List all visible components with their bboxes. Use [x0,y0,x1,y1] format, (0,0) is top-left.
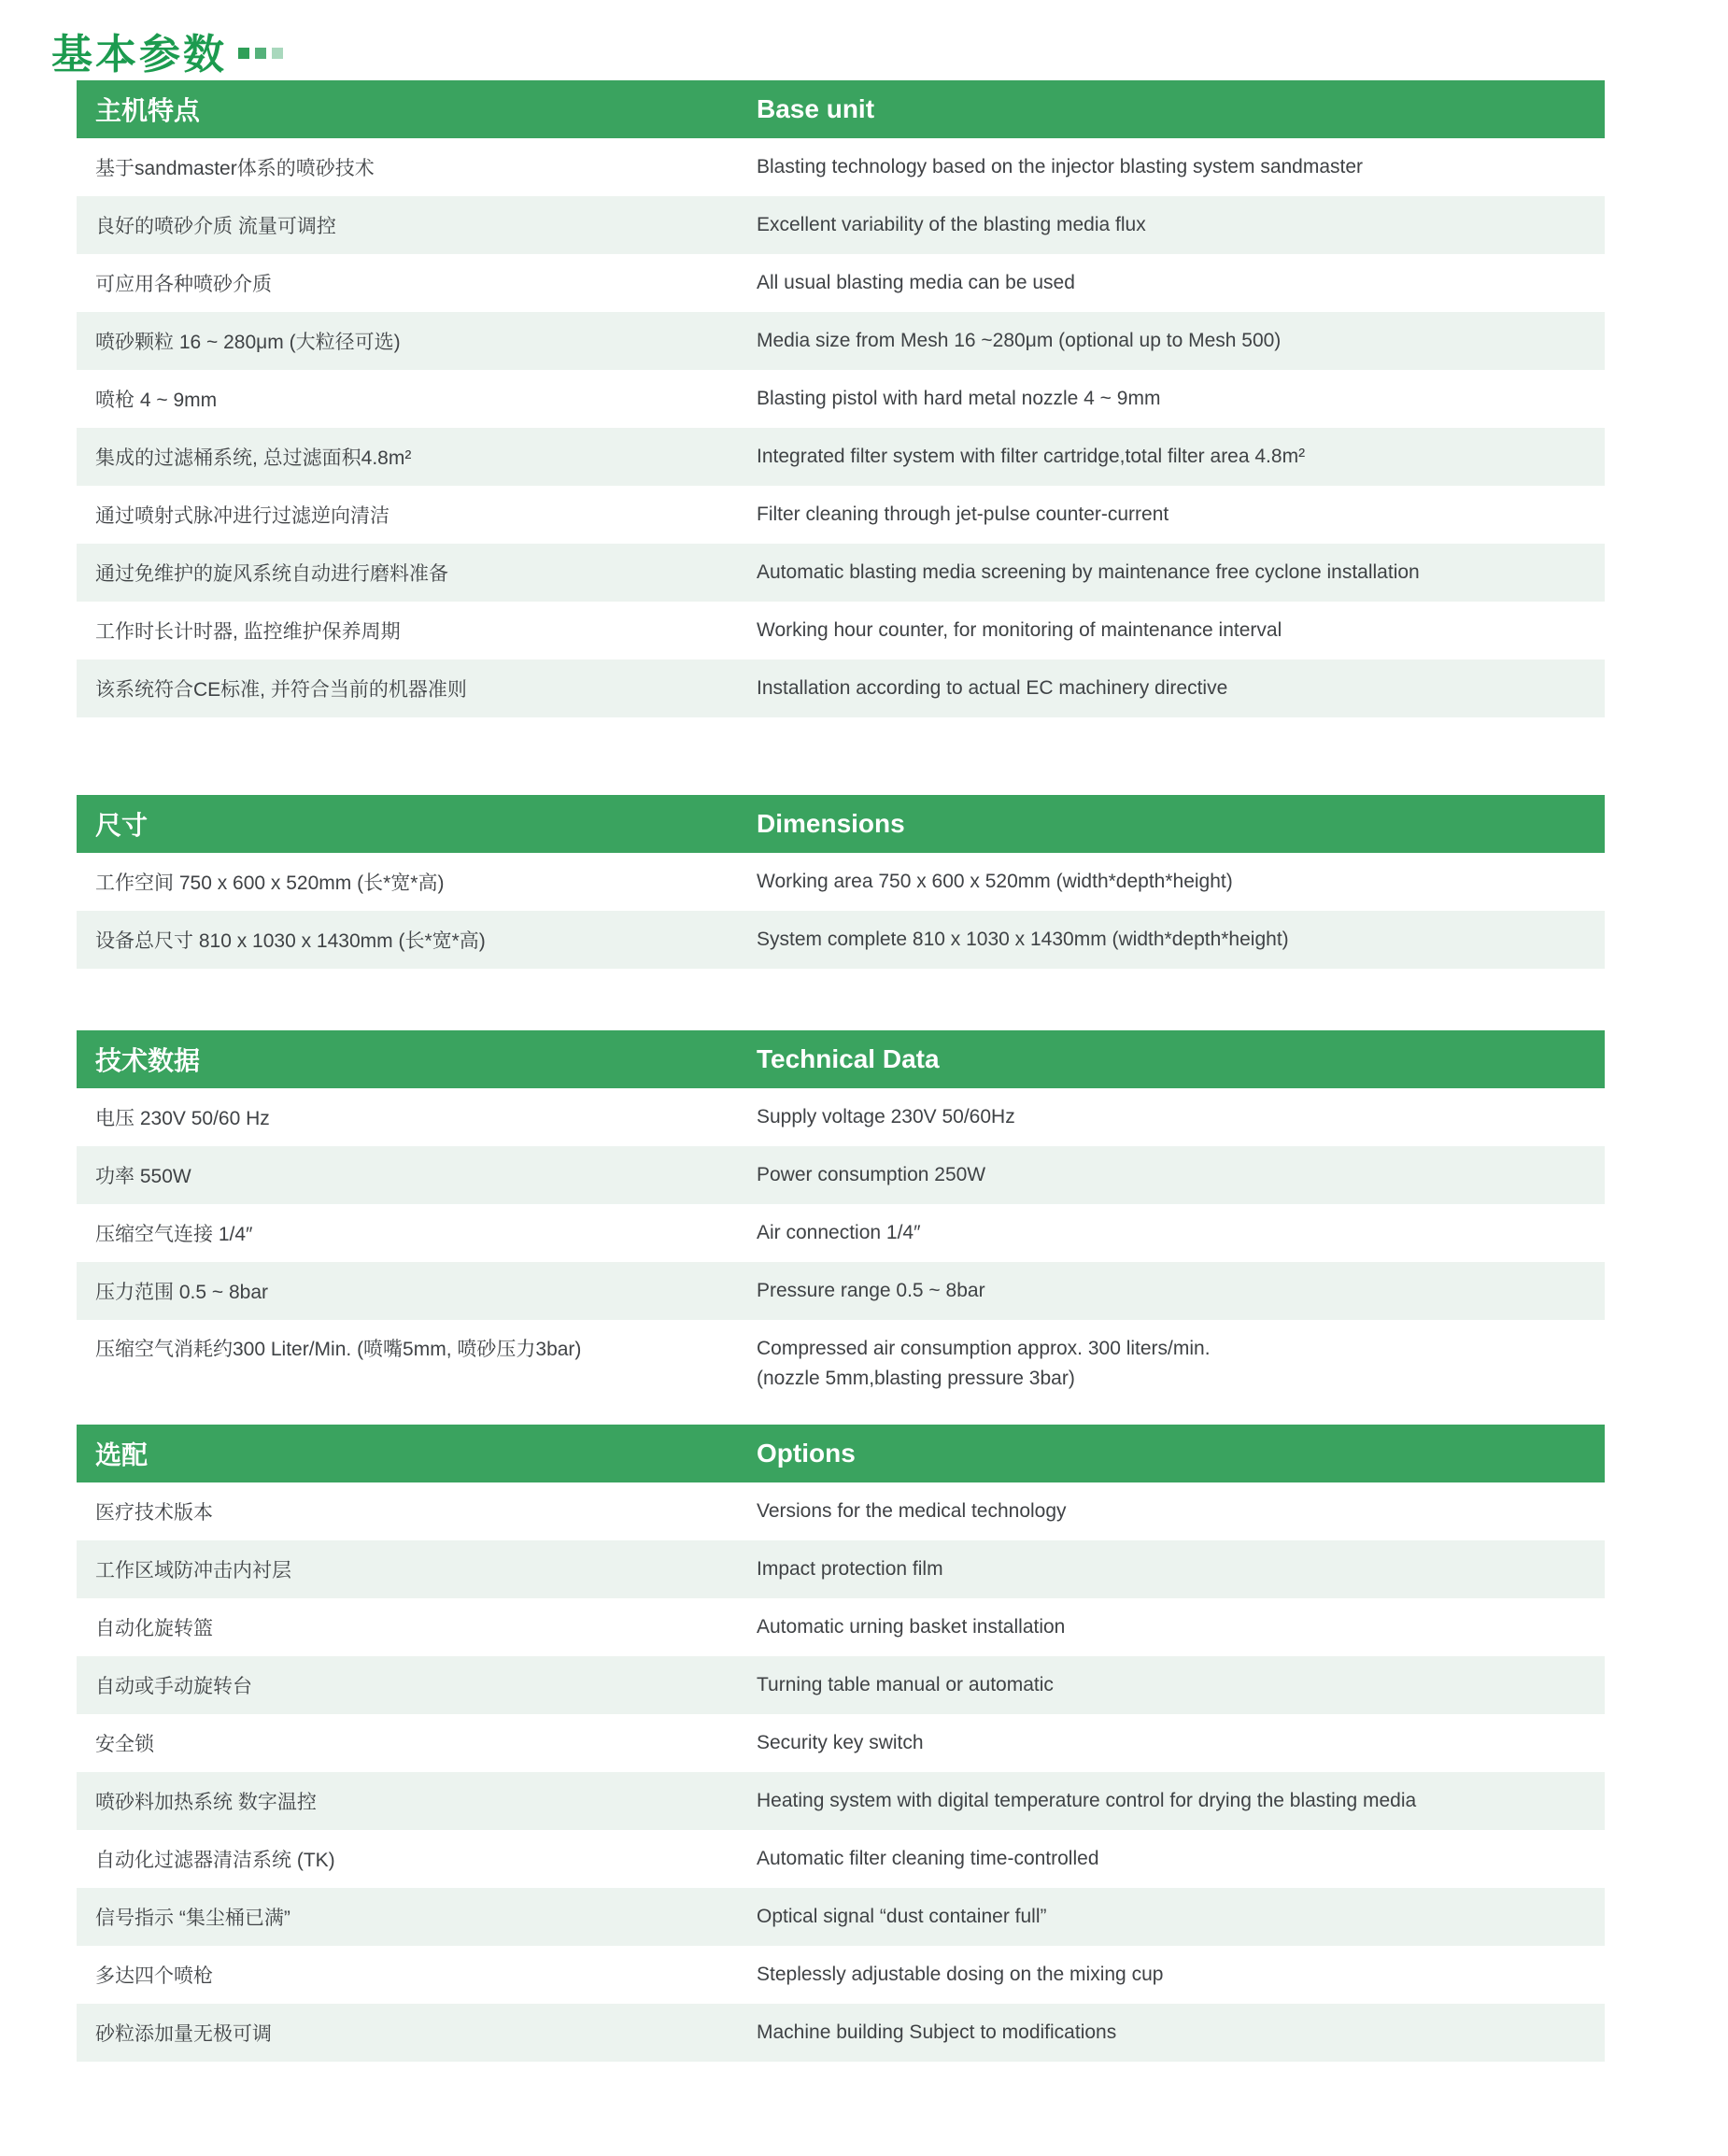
section-title-en: Technical Data [757,1044,940,1073]
section-rows [77,1088,1605,1406]
spec-cn-cell: 安全锁 [95,1734,154,1755]
spec-row [77,138,1605,196]
spec-row [77,428,1605,486]
section-rows [77,853,1605,969]
spec-cn-cell: 集成的过滤桶系统, 总过滤面积4.8m² [95,447,412,469]
spec-row [77,544,1605,602]
spec-row [77,312,1605,370]
spec-cn-cell: 喷砂料加热系统 数字温控 [95,1792,317,1813]
spec-en-cell: System complete 810 x 1030 x 1430mm (width*depth*height) [757,929,1289,950]
section-header [77,1425,1605,1482]
spec-cn-cell: 通过喷射式脉冲进行过滤逆向清洁 [95,505,390,527]
spec-en-cell: Excellent variability of the blasting media flux [757,214,1146,235]
spec-row [77,370,1605,428]
spec-row [77,853,1605,911]
spec-en-cell: Machine building Subject to modifications [757,2021,1117,2043]
spec-row [77,1088,1605,1146]
title-accent-square [255,48,266,59]
spec-en-cell: Working area 750 x 600 x 520mm (width*depth*height) [757,871,1233,892]
section-rows [77,1482,1605,2062]
spec-cn-cell: 压缩空气消耗约300 Liter/Min. (喷嘴5mm, 喷砂压力3bar) [95,1339,582,1360]
spec-row [77,1714,1605,1772]
spec-en-line-2: (nozzle 5mm,blasting pressure 3bar) [757,1368,1075,1389]
title-accent-square [238,48,249,59]
spec-cn-cell: 功率 550W [95,1166,191,1187]
spec-en-cell: Air connection 1/4″ [757,1222,921,1243]
spec-row [77,1540,1605,1598]
spec-cn-cell: 自动化旋转篮 [95,1618,213,1639]
section-header [77,80,1605,138]
spec-row [77,1830,1605,1888]
spec-row [77,1946,1605,2004]
spec-row [77,1204,1605,1262]
spec-en-cell: Working hour counter, for monitoring of maintenance interval [757,619,1282,641]
spec-en-cell: Turning table manual or automatic [757,1674,1054,1695]
spec-en-cell: Power consumption 250W [757,1164,986,1185]
spec-en-line-1: Compressed air consumption approx. 300 liters/min. [757,1338,1211,1359]
section-title-en: Options [757,1439,856,1468]
spec-cn-cell: 自动或手动旋转台 [95,1676,252,1697]
spec-row [77,1482,1605,1540]
title-accent-square [272,48,283,59]
spec-cn-cell: 砂粒添加量无极可调 [95,2023,272,2045]
spec-en-cell: Automatic urning basket installation [757,1616,1066,1638]
spec-cn-cell: 工作空间 750 x 600 x 520mm (长*宽*高) [95,872,445,894]
spec-row [77,486,1605,544]
spec-cn-cell: 工作区域防冲击内衬层 [95,1560,291,1582]
spec-row [77,1320,1605,1406]
section-title-cn: 技术数据 [95,1046,201,1075]
section-title-cn: 选配 [95,1440,149,1469]
spec-en-cell: Impact protection film [757,1558,943,1580]
section-header [77,795,1605,853]
spec-row [77,1772,1605,1830]
spec-cn-cell: 基于sandmaster体系的喷砂技术 [95,158,375,179]
spec-cn-cell: 自动化过滤器清洁系统 (TK) [95,1850,335,1871]
spec-table [77,80,1605,2062]
spec-en-cell: Pressure range 0.5 ~ 8bar [757,1280,985,1301]
section-header [77,1030,1605,1088]
spec-row [77,1598,1605,1656]
spec-cn-cell: 医疗技术版本 [95,1502,213,1524]
spec-cn-cell: 信号指示 “集尘桶已满” [95,1908,290,1929]
spec-en-cell: Heating system with digital temperature control for drying the blasting media [757,1790,1417,1811]
section-rows [77,138,1605,717]
spec-en-cell: Supply voltage 230V 50/60Hz [757,1106,1015,1128]
spec-en-cell: Filter cleaning through jet-pulse counter-current [757,504,1169,525]
spec-en-cell: Integrated filter system with filter cartridge,total filter area 4.8m² [757,446,1306,467]
spec-row [77,660,1605,717]
spec-row [77,1888,1605,1946]
spec-row [77,1146,1605,1204]
spec-en-cell: Optical signal “dust container full” [757,1906,1047,1927]
spec-row [77,2004,1605,2062]
spec-row [77,254,1605,312]
spec-cn-cell: 工作时长计时器, 监控维护保养周期 [95,621,401,643]
page-header [0,0,1728,80]
spec-en-cell: Blasting pistol with hard metal nozzle 4 ~ 9mm [757,388,1161,409]
spec-row [77,1262,1605,1320]
section-base-unit [77,80,1605,717]
section-title-cn: 尺寸 [95,811,149,840]
spec-cn-cell: 良好的喷砂介质 流量可调控 [95,216,336,237]
spec-cn-cell: 该系统符合CE标准, 并符合当前的机器准则 [95,679,467,701]
spec-cn-cell: 电压 230V 50/60 Hz [95,1108,270,1129]
spec-cn-cell: 喷枪 4 ~ 9mm [95,390,218,411]
page-title: 基本参数 [51,32,227,78]
spec-en-cell: Steplessly adjustable dosing on the mixing cup [757,1964,1164,1985]
spec-en-cell: Automatic filter cleaning time-controlled [757,1848,1099,1869]
spec-en-cell: Blasting technology based on the injector blasting system sandmaster [757,156,1364,177]
section-title-en: Base unit [757,94,875,123]
section-title-cn: 主机特点 [95,96,201,125]
spec-en-cell: Security key switch [757,1732,924,1753]
spec-cn-cell: 喷砂颗粒 16 ~ 280μm (大粒径可选) [95,332,401,353]
spec-en-cell: Automatic blasting media screening by maintenance free cyclone installation [757,561,1420,583]
section-options [77,1425,1605,2062]
spec-cn-cell: 多达四个喷枪 [95,1965,213,1987]
spec-cn-cell: 压缩空气连接 1/4″ [95,1224,253,1245]
section-title-en: Dimensions [757,809,905,838]
section-dimensions [77,795,1605,969]
spec-cn-cell: 通过免维护的旋风系统自动进行磨料准备 [95,563,448,585]
spec-en-cell [757,1334,1605,1394]
section-technical-data [77,1030,1605,1406]
spec-row [77,602,1605,660]
spec-row [77,196,1605,254]
spec-row [77,1656,1605,1714]
spec-en-cell: Installation according to actual EC machinery directive [757,677,1228,699]
spec-en-cell: All usual blasting media can be used [757,272,1075,293]
spec-en-cell: Media size from Mesh 16 ~280μm (optional up to Mesh 500) [757,330,1282,351]
spec-cn-cell: 设备总尺寸 810 x 1030 x 1430mm (长*宽*高) [95,930,486,952]
spec-row [77,911,1605,969]
spec-en-cell: Versions for the medical technology [757,1500,1067,1522]
spec-cn-cell: 压力范围 0.5 ~ 8bar [95,1282,268,1303]
title-accent-squares [238,48,283,59]
spec-cn-cell: 可应用各种喷砂介质 [95,274,272,295]
